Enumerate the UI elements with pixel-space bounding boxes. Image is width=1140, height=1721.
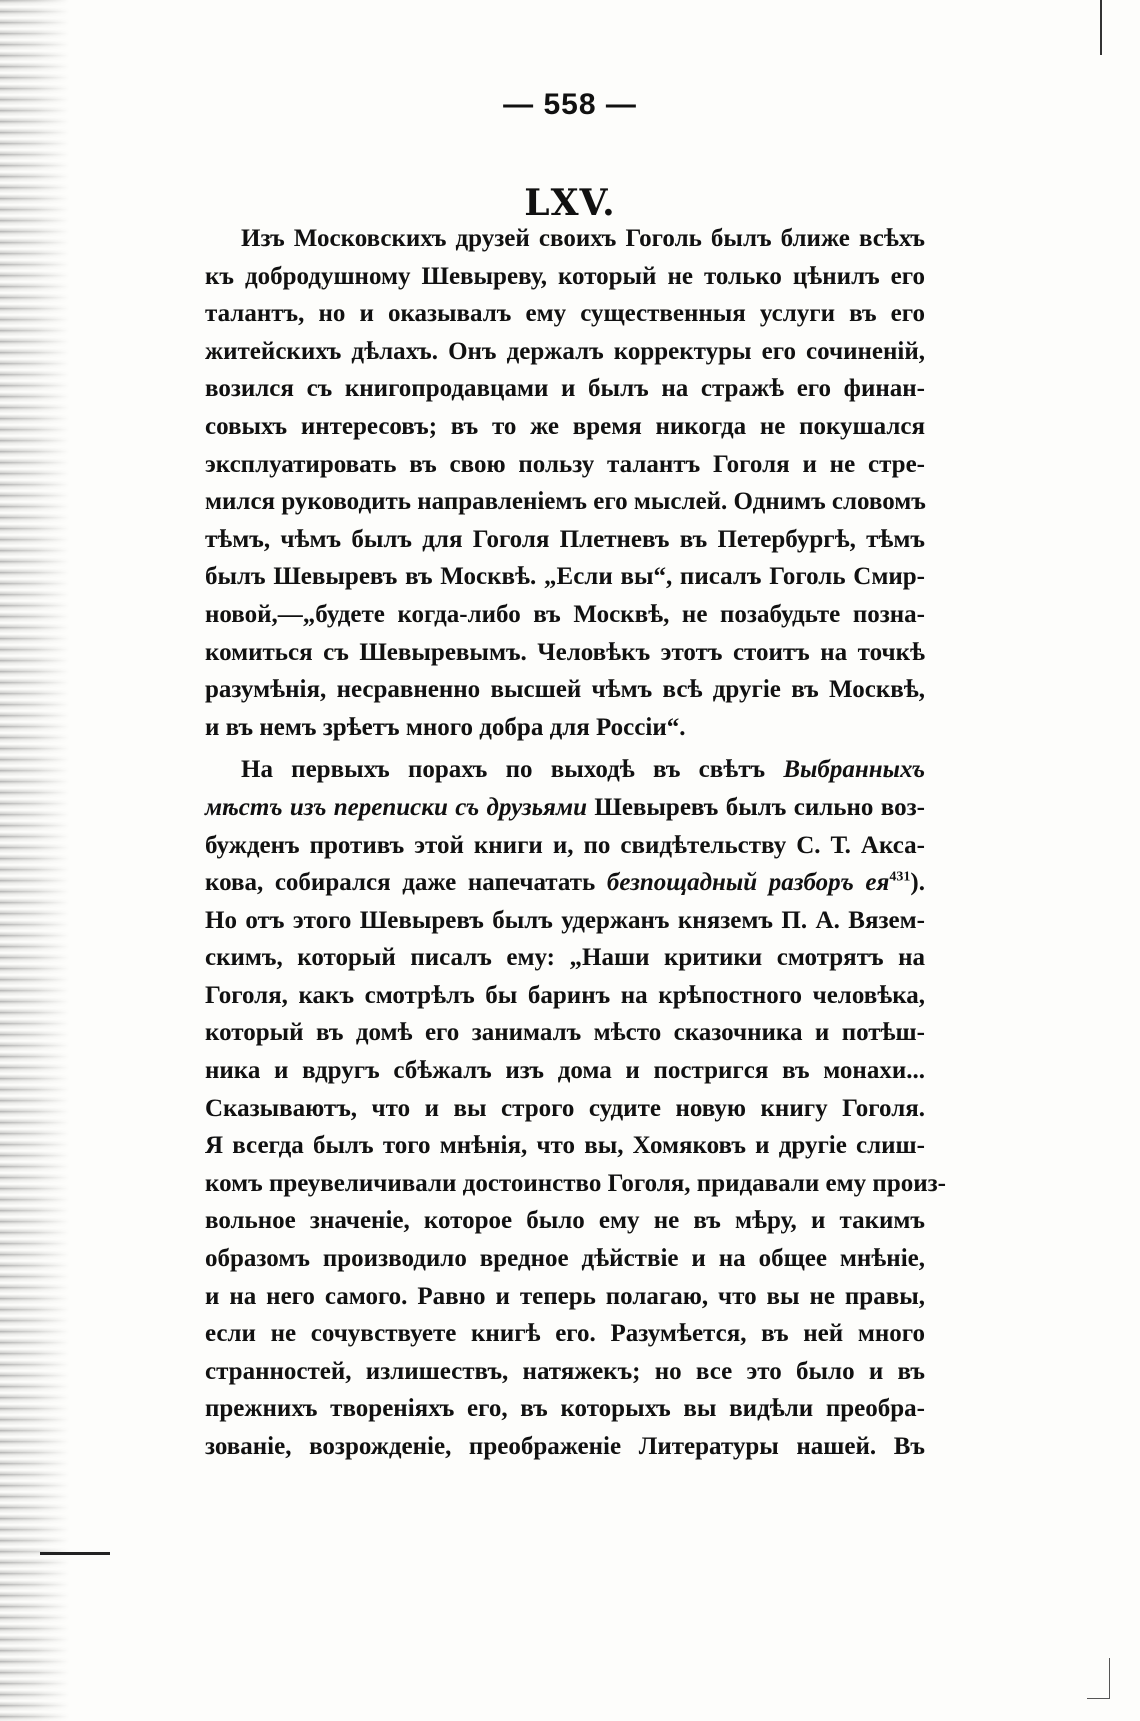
paragraph-2 — [205, 751, 947, 1465]
text-line: Я всегда былъ того мнѣнія, что вы, Хомяковъ и другіе слиш- — [205, 1132, 925, 1160]
text-line: тѣмъ, чѣмъ былъ для Гоголя Плетневъ въ Петербургѣ, тѣмъ — [205, 525, 925, 553]
text-line: мился руководить направленіемъ его мыслей. Однимъ словомъ — [205, 488, 926, 516]
text-line: возился съ книгопродавцами и былъ на стражѣ его финан- — [205, 375, 925, 403]
text-line: вольное значеніе, которое было ему не въ мѣру, и такимъ — [205, 1207, 925, 1235]
text-line: бужденъ противъ этой книги и, по свидѣтельству С. Т. Акса- — [205, 831, 925, 859]
text-line: Но отъ этого Шевыревъ былъ удержанъ княземъ П. А. Вязем- — [205, 906, 925, 934]
body-text — [205, 220, 947, 1466]
text-line: прежнихъ твореніяхъ его, въ которыхъ вы видѣли преобра- — [205, 1395, 925, 1423]
text-segment: Шевыревъ былъ сильно воз- — [586, 793, 925, 821]
text-line: Гоголя, какъ смотрѣлъ бы баринъ на крѣпостного человѣка, — [205, 981, 925, 1009]
text-line: житейскихъ дѣлахъ. Онъ держалъ корректуры его сочиненій, — [205, 337, 925, 365]
text-line: къ добродушному Шевыреву, который не только цѣнилъ его — [205, 262, 925, 290]
text-line: если не сочувствуете книгѣ его. Разумѣется, въ ней много — [205, 1320, 925, 1348]
text-line: Сказываютъ, что и вы строго судите новую книгу Гоголя. — [205, 1094, 925, 1122]
text-line: странностей, излишествъ, натяжекъ; но все это было и въ — [205, 1357, 925, 1385]
text-segment: На первыхъ порахъ по выходѣ въ свѣтъ — [241, 756, 784, 784]
text-segment: кова, собирался даже напечатать — [205, 869, 607, 897]
text-line: талантъ, но и оказывалъ ему существенныя услуги въ его — [205, 300, 925, 328]
text-segment: ). — [910, 869, 925, 897]
chapter-heading: LXV. — [524, 182, 616, 224]
text-line: совыхъ интересовъ; въ то же время никогда не покушался — [205, 412, 925, 440]
italic-title-segment: мѣстъ изъ переписки съ друзьями — [205, 793, 587, 821]
text-line: и въ немъ зрѣетъ много добра для Россіи“. — [205, 713, 686, 741]
binding-edge-shadow — [0, 0, 70, 1721]
text-line: скимъ, который писалъ ему: „Наши критики смотрятъ на — [205, 944, 925, 972]
text-line: Изъ Московскихъ друзей своихъ Гоголь былъ ближе всѣхъ — [241, 225, 925, 252]
text-line: комъ преувеличивали достоинство Гоголя, придавали ему произ- — [205, 1169, 947, 1197]
text-line: новой,—„будете когда-либо въ Москвѣ, не позабудьте позна- — [205, 600, 925, 628]
text-line: который въ домѣ его занималъ мѣсто сказочника и потѣш- — [205, 1019, 925, 1047]
binding-mark — [40, 1552, 110, 1555]
text-line: зованіе, возрожденіе, преображеніе Литературы нашей. Въ — [205, 1433, 925, 1460]
footnote-reference: 431 — [889, 869, 911, 885]
corner-crop-mark — [1087, 1658, 1110, 1699]
italic-title-segment: Выбранныхъ — [783, 756, 925, 784]
text-line: былъ Шевыревъ въ Москвѣ. „Если вы“, писалъ Гоголь Смир- — [205, 563, 925, 591]
text-line: разумѣнія, несравненно высшей чѣмъ всѣ другіе въ Москвѣ, — [205, 676, 925, 704]
text-line: комиться съ Шевыревымъ. Человѣкъ этотъ стоитъ на точкѣ — [205, 638, 925, 666]
text-line — [205, 864, 925, 902]
paragraph-1 — [205, 220, 925, 746]
text-line — [205, 789, 925, 827]
page-edge-mark — [1100, 0, 1102, 55]
text-line: эксплуатировать въ свою пользу талантъ Гоголя и не стре- — [205, 450, 925, 478]
italic-segment: безпощадный разборъ ея — [606, 869, 890, 897]
text-line: образомъ производило вредное дѣйствіе и на общее мнѣніе, — [205, 1245, 925, 1273]
paragraph-2-continuation — [205, 902, 947, 1466]
text-line: и на него самого. Равно и теперь полагаю, что вы не правы, — [205, 1282, 925, 1310]
text-line — [205, 751, 925, 789]
text-line: ника и вдругъ сбѣжалъ изъ дома и постригся въ монахи... — [205, 1057, 925, 1085]
page-number: — 558 — — [503, 88, 637, 121]
